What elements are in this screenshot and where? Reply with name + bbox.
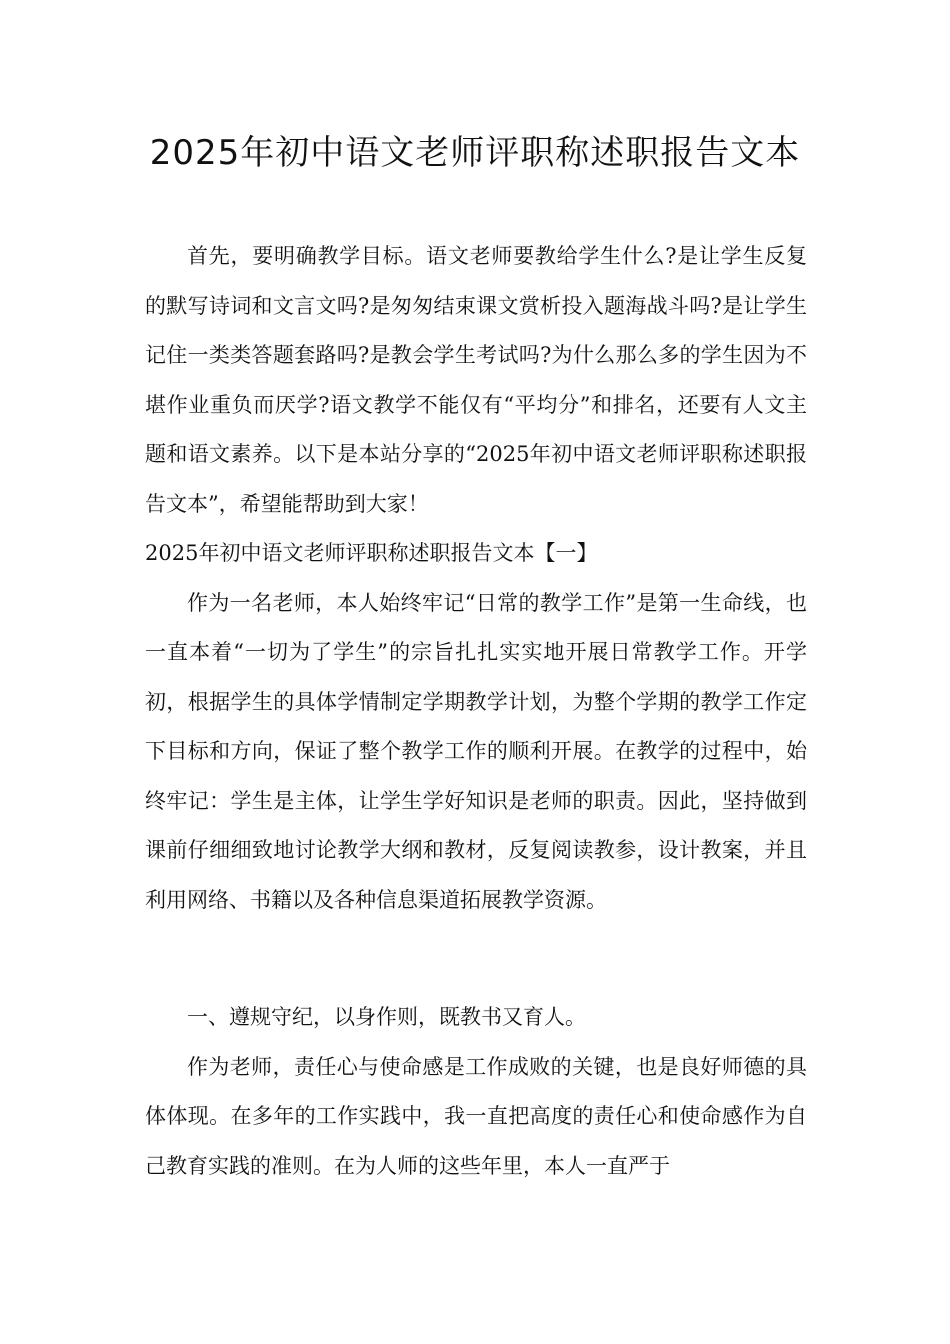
intro-paragraph: 首先，要明确教学目标。语文老师要教给学生什么?是让学生反复的默写诗词和文言文吗?是匆匆结束课文赏析投入题海战斗吗?是让学生记住一类类答题套路吗?是教会学生考试吗?为什么那么多的学生因为不堪作业重负而厌学?语文教学不能仅有“平均分”和排名，还要有人文主题和语文素养。以下是本站分享的“2025年初中语文老师评职称述职报告文本”，希望能帮助到大家！ [145,244,807,516]
section-heading: 2025年初中语文老师评职称述职报告文本【一】 [145,541,598,565]
document-body [145,232,807,1191]
document-title: 2025年初中语文老师评职称述职报告文本 [149,133,801,173]
paragraph-spacer [145,925,807,993]
section-paragraph-1: 作为一名老师，本人始终牢记“日常的教学工作”是第一生命线，也一直本着“一切为了学生”的宗旨扎扎实实地开展日常教学工作。开学初，根据学生的具体学情制定学期教学计划，为整个学期的教学工作定下目标和方向，保证了整个教学工作的顺利开展。在教学的过程中，始终牢记：学生是主体，让学生学好知识是老师的职责。因此，坚持做到课前仔细细致地讨论教学大纲和教材，反复阅读教参，设计教案，并且利用网络、书籍以及各种信息渠道拓展教学资源。 [145,590,807,912]
section-paragraph-2: 作为老师，责任心与使命感是工作成败的关键，也是良好师德的具体体现。在多年的工作实践中，我一直把高度的责任心和使命感作为自己教育实践的准则。在为人师的这些年里，本人一直严于 [145,1054,807,1178]
subheading-1: 一、遵规守纪，以身作则，既教书又育人。 [187,1005,586,1029]
